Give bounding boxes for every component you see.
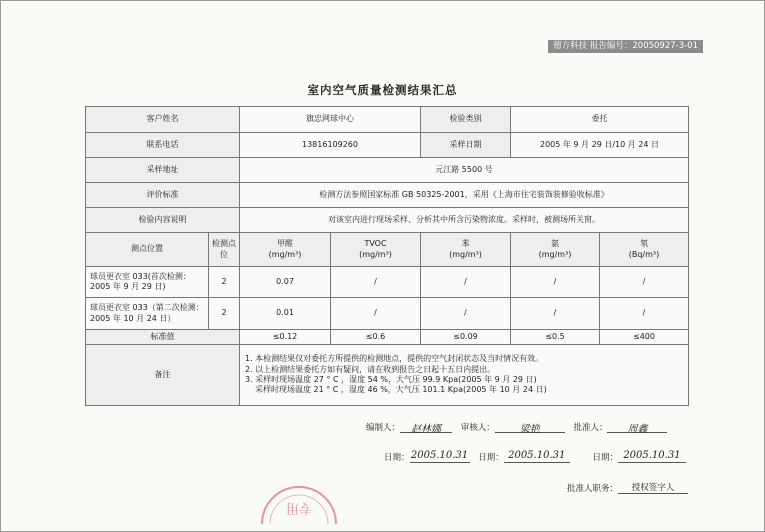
formaldehyde-limit: ≤0.12 bbox=[240, 330, 331, 345]
position-label: 批准人职务： bbox=[567, 484, 619, 494]
radon-cell: / bbox=[600, 267, 689, 298]
table-row bbox=[86, 267, 689, 298]
type-label: 检验类别 bbox=[421, 107, 511, 133]
client-value: 旗忠网球中心 bbox=[240, 107, 421, 133]
official-stamp bbox=[258, 484, 340, 524]
radon-header: 氡 (Bq/m³) bbox=[600, 233, 689, 267]
ammonia-header: 氨 (mg/m³) bbox=[511, 233, 600, 267]
standard-value-label: 标准值 bbox=[86, 330, 240, 345]
benzene-limit: ≤0.09 bbox=[421, 330, 511, 345]
note-line: 采样时现场温度 21 ° C ，湿度 46 %，大气压 101.1 Kpa(2005 年 10 月 24 日) bbox=[255, 385, 547, 395]
approver-signature: 周鑫 bbox=[607, 420, 667, 433]
notes-content bbox=[240, 345, 689, 406]
approver-date: 2005.10.31 bbox=[618, 450, 686, 463]
compiler-signature: 赵林娜 bbox=[400, 420, 452, 433]
ammonia-cell: / bbox=[511, 298, 600, 330]
note-line: 3. 采样时现场温度 27 ° C ，湿度 54 %，大气压 99.9 Kpa(2005 年 9 月 29 日) bbox=[245, 375, 537, 384]
note-line: 1. 本检测结果仅对委托方所提供的检测地点，提供的空气封闭状态及当时情况有效。 bbox=[245, 354, 544, 364]
page-title: 室内空气质量检测结果汇总 bbox=[307, 83, 458, 97]
client-label: 客户姓名 bbox=[86, 107, 240, 133]
report-number: 德方科技 报告编号：20050927-3-01 bbox=[548, 40, 703, 53]
reviewer-signature: 梁艳 bbox=[495, 420, 565, 433]
address-label: 采样地址 bbox=[86, 158, 240, 183]
benzene-header: 苯 (mg/m³) bbox=[421, 233, 511, 267]
date-label: 日期： bbox=[384, 453, 410, 463]
content-label: 检验内容说明 bbox=[86, 208, 240, 233]
notes-row bbox=[86, 345, 689, 406]
location-header: 测点位置 bbox=[86, 233, 209, 267]
client-row bbox=[86, 107, 689, 133]
radon-cell: / bbox=[600, 298, 689, 330]
date-label: 日期： bbox=[592, 453, 618, 463]
location-cell: 球员更衣室 033（第二次检测：2005 年 10 月 24 日） bbox=[86, 298, 209, 330]
ammonia-limit: ≤0.5 bbox=[511, 330, 600, 345]
phone-row bbox=[86, 133, 689, 158]
ammonia-cell: / bbox=[511, 267, 600, 298]
column-header-row bbox=[86, 233, 689, 267]
address-value: 元江路 5500 号 bbox=[240, 158, 689, 183]
radon-limit: ≤400 bbox=[600, 330, 689, 345]
content-row bbox=[86, 208, 689, 233]
points-header: 检测点位 bbox=[209, 233, 240, 267]
signature-row bbox=[366, 420, 667, 433]
phone-label: 联系电话 bbox=[86, 133, 240, 158]
notes-label: 备注 bbox=[86, 345, 240, 406]
compiler-label: 编制人： bbox=[366, 423, 401, 433]
table-row bbox=[86, 298, 689, 330]
formaldehyde-cell: 0.07 bbox=[240, 267, 331, 298]
formaldehyde-header: 甲醛 (mg/m³) bbox=[240, 233, 331, 267]
tvoc-limit: ≤0.6 bbox=[331, 330, 421, 345]
benzene-cell: / bbox=[421, 298, 511, 330]
position-row bbox=[567, 481, 688, 494]
date-row bbox=[384, 450, 686, 463]
standard-value: 检测方法参照国家标准 GB 50325-2001，采用《上海市住宅装饰装修验收标准》 bbox=[240, 183, 689, 208]
tvoc-cell: / bbox=[331, 267, 421, 298]
formaldehyde-cell: 0.01 bbox=[240, 298, 331, 330]
compiler-date: 2005.10.31 bbox=[410, 450, 469, 461]
position-value: 授权签字人 bbox=[618, 481, 688, 494]
tvoc-header: TVOC (mg/m³) bbox=[331, 233, 421, 267]
date-label: 日期： bbox=[478, 453, 504, 463]
tvoc-cell: / bbox=[331, 298, 421, 330]
phone-value: 13816109260 bbox=[240, 133, 421, 158]
type-value: 委托 bbox=[511, 107, 689, 133]
date-value: 2005 年 9 月 29 日/10 月 24 日 bbox=[511, 133, 689, 158]
points-cell: 2 bbox=[209, 267, 240, 298]
reviewer-date: 2005.10.31 bbox=[504, 450, 570, 463]
content-value: 对该室内进行现场采样、分析其中所含污染物浓度。采样时，被测场所关窗。 bbox=[240, 208, 689, 233]
date-label: 采样日期 bbox=[421, 133, 511, 158]
results-table bbox=[85, 106, 689, 406]
approver-label: 批准人： bbox=[573, 423, 608, 433]
stamp-text: 专用 bbox=[285, 500, 313, 515]
benzene-cell: / bbox=[421, 267, 511, 298]
location-cell: 球员更衣室 033(首次检测：2005 年 9 月 29 日) bbox=[86, 267, 209, 298]
standard-value-row bbox=[86, 330, 689, 345]
reviewer-label: 审核人： bbox=[460, 423, 495, 433]
note-line: 2. 以上检测结果委托方如有疑问，请在收到报告之日起十五日内提出。 bbox=[245, 364, 496, 374]
standard-row bbox=[86, 183, 689, 208]
standard-label: 评价标准 bbox=[86, 183, 240, 208]
points-cell: 2 bbox=[209, 298, 240, 330]
address-row bbox=[86, 158, 689, 183]
